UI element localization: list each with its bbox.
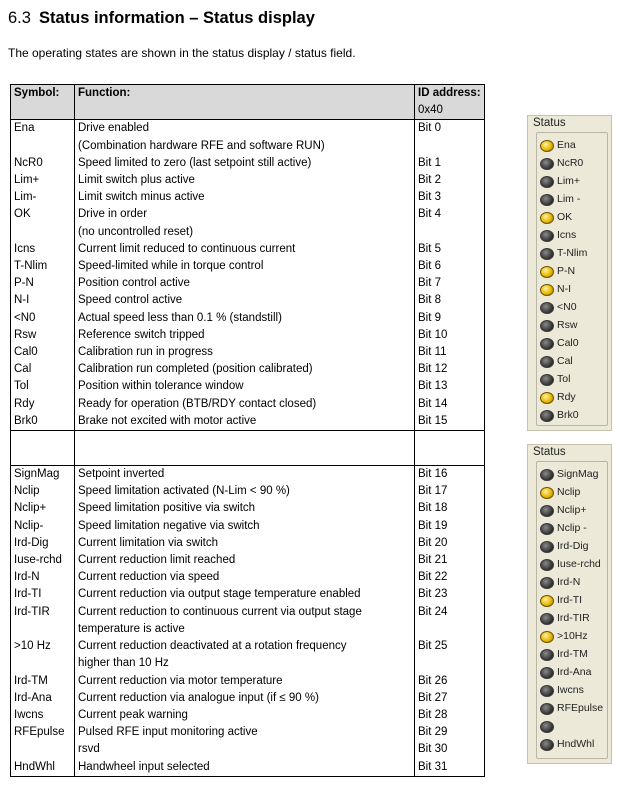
symbol-cell: Ird-Dig: [11, 535, 75, 552]
bit-cell: Bit 15: [415, 413, 485, 431]
table-row: [11, 673, 485, 690]
function-cell: [75, 361, 415, 378]
bit-cell: Bit 11: [415, 344, 485, 361]
bit-cell: Bit 27: [415, 690, 485, 707]
function-text: Current reduction to continuous current via output stage: [78, 605, 362, 618]
status-indicator-label: >10Hz: [557, 630, 588, 642]
function-cell: [75, 241, 415, 258]
bit-cell: Bit 10: [415, 327, 485, 344]
function-cell: [75, 535, 415, 552]
status-indicator-label: NcR0: [557, 157, 584, 169]
led-icon: [540, 505, 554, 517]
header-symbol: Symbol:: [11, 85, 75, 120]
status-indicator-label: Ird-Ana: [557, 666, 592, 678]
function-cell: [75, 378, 415, 395]
section-title: Status information – Status display: [38, 9, 315, 27]
bit-cell: Bit 21: [415, 552, 485, 569]
function-text: Calibration run in progress: [78, 346, 213, 359]
function-text-line2: (no uncontrolled reset): [78, 225, 194, 238]
function-text: Current reduction deactivated at a rotation frequency: [78, 640, 347, 653]
table-row: [11, 155, 485, 172]
status-indicator-label: Iwcns: [557, 684, 584, 696]
symbol-cell: [11, 741, 75, 758]
bit-cell: Bit 12: [415, 361, 485, 378]
bit-cell: Bit 31: [415, 759, 485, 777]
led-icon: [540, 374, 554, 386]
led-icon: [540, 487, 554, 499]
function-cell: [75, 569, 415, 586]
symbol-cell: Rsw: [11, 327, 75, 344]
bit-cell: Bit 22: [415, 569, 485, 586]
table-row: [11, 518, 485, 535]
function-text: Current reduction via speed: [78, 571, 220, 584]
status-indicator-label: Ird-Dig: [557, 540, 589, 552]
function-text: Current reduction via motor temperature: [78, 674, 283, 687]
led-icon: [540, 392, 554, 404]
bit-cell: Bit 23: [415, 586, 485, 603]
led-icon: [540, 469, 554, 481]
symbol-cell: HndWhl: [11, 759, 75, 777]
symbol-cell: Nclip: [11, 483, 75, 500]
table-row: [11, 378, 485, 395]
section-number: 6.3: [8, 9, 31, 27]
status-indicator-label: Nclip -: [557, 522, 587, 534]
symbol-cell: Icns: [11, 241, 75, 258]
bit-cell: Bit 0: [415, 120, 485, 155]
bit-cell: Bit 6: [415, 258, 485, 275]
function-text-line2: (Combination hardware RFE and software RUN): [78, 139, 325, 152]
function-text: Speed-limited while in torque control: [78, 260, 264, 273]
table-body-bits-16-31: [11, 466, 485, 777]
function-cell: [75, 638, 415, 672]
led-icon: [540, 721, 554, 733]
table-row: [11, 344, 485, 361]
status-panel-title: Status: [533, 117, 566, 129]
function-text: Speed limitation negative via switch: [78, 519, 260, 532]
table-row: [11, 552, 485, 569]
header-id: [415, 85, 485, 120]
table-row: [11, 172, 485, 189]
led-icon: [540, 302, 554, 314]
header-function: Function:: [75, 85, 415, 120]
symbol-cell: Nclip-: [11, 518, 75, 535]
function-text: Actual speed less than 0.1 % (standstill): [78, 311, 282, 324]
status-indicator-label: Ird-TI: [557, 594, 583, 606]
status-panel-2: [527, 444, 612, 764]
function-text: Limit switch minus active: [78, 191, 205, 204]
led-icon: [540, 739, 554, 751]
status-indicator-label: Ird-TM: [557, 648, 588, 660]
symbol-cell: <N0: [11, 310, 75, 327]
led-icon: [540, 523, 554, 535]
function-cell: [75, 604, 415, 638]
function-cell: [75, 500, 415, 517]
function-cell: [75, 172, 415, 189]
bit-cell: Bit 7: [415, 275, 485, 292]
led-icon: [540, 559, 554, 571]
bit-cell: Bit 13: [415, 378, 485, 395]
function-cell: [75, 310, 415, 327]
function-cell: [75, 120, 415, 155]
bit-cell: Bit 1: [415, 155, 485, 172]
status-indicator-label: <N0: [557, 301, 577, 313]
intro-text: The operating states are shown in the status display / status field.: [8, 46, 356, 60]
table-row: [11, 535, 485, 552]
led-icon: [540, 613, 554, 625]
bit-cell: Bit 5: [415, 241, 485, 258]
symbol-cell: OK: [11, 206, 75, 240]
function-text: Handwheel input selected: [78, 760, 210, 773]
function-text: rsvd: [78, 743, 100, 756]
table-row: [11, 690, 485, 707]
bit-cell: Bit 24: [415, 604, 485, 638]
table-row: [11, 206, 485, 240]
symbol-cell: Brk0: [11, 413, 75, 431]
function-text: Speed limited to zero (last setpoint still active): [78, 156, 312, 169]
symbol-cell: SignMag: [11, 466, 75, 484]
status-indicator-label: SignMag: [557, 468, 599, 480]
led-icon: [540, 541, 554, 553]
status-indicator-label: Ird-N: [557, 576, 581, 588]
led-icon: [540, 410, 554, 422]
function-text: Current limitation via switch: [78, 536, 218, 549]
function-text: Current reduction via output stage temperature enabled: [78, 588, 361, 601]
symbol-cell: Lim+: [11, 172, 75, 189]
table-row: [11, 569, 485, 586]
bit-cell: Bit 18: [415, 500, 485, 517]
status-indicator-label: Tol: [557, 373, 571, 385]
status-indicator-label: P-N: [557, 265, 576, 277]
led-icon: [540, 194, 554, 206]
bit-cell: Bit 28: [415, 707, 485, 724]
symbol-cell: T-Nlim: [11, 258, 75, 275]
function-text: Speed control active: [78, 294, 183, 307]
symbol-cell: Lim-: [11, 189, 75, 206]
symbol-cell: Nclip+: [11, 500, 75, 517]
status-indicator-label: Cal: [557, 355, 573, 367]
status-indicator-label: T-Nlim: [557, 247, 588, 259]
table-row: [11, 500, 485, 517]
function-cell: [75, 206, 415, 240]
function-cell: [75, 275, 415, 292]
function-text: Limit switch plus active: [78, 174, 195, 187]
function-cell: [75, 724, 415, 741]
table-row: [11, 310, 485, 327]
function-text: Setpoint inverted: [78, 468, 165, 481]
led-icon: [540, 685, 554, 697]
table-row: [11, 258, 485, 275]
table-body-bits-0-15: [11, 120, 485, 431]
led-icon: [540, 649, 554, 661]
function-cell: [75, 586, 415, 603]
function-text: Position control active: [78, 277, 190, 290]
symbol-cell: Cal: [11, 361, 75, 378]
led-icon: [540, 320, 554, 332]
symbol-cell: N-I: [11, 292, 75, 309]
table-row: [11, 120, 485, 155]
status-panel-1: [527, 115, 612, 431]
led-icon: [540, 230, 554, 242]
function-cell: [75, 466, 415, 484]
table-row: [11, 483, 485, 500]
function-cell: [75, 759, 415, 777]
status-indicator-label: Lim+: [557, 175, 581, 187]
function-cell: [75, 396, 415, 413]
function-cell: [75, 344, 415, 361]
status-indicator-label: OK: [557, 211, 573, 223]
symbol-cell: NcR0: [11, 155, 75, 172]
led-icon: [540, 338, 554, 350]
function-cell: [75, 673, 415, 690]
function-text: Current reduction limit reached: [78, 554, 236, 567]
status-indicator-label: Ird-TIR: [557, 612, 590, 624]
led-icon: [540, 577, 554, 589]
function-cell: [75, 292, 415, 309]
symbol-cell: Tol: [11, 378, 75, 395]
function-cell: [75, 552, 415, 569]
table-row: [11, 724, 485, 741]
symbol-cell: Ird-TM: [11, 673, 75, 690]
bit-cell: Bit 20: [415, 535, 485, 552]
function-text: Calibration run completed (position calibrated): [78, 363, 313, 376]
bit-cell: Bit 30: [415, 741, 485, 758]
table-row: [11, 189, 485, 206]
symbol-cell: Ird-TIR: [11, 604, 75, 638]
status-indicator-label: Nclip+: [557, 504, 587, 516]
status-indicator-label: Lim -: [557, 193, 581, 205]
led-icon: [540, 158, 554, 170]
function-text: Ready for operation (BTB/RDY contact closed): [78, 397, 317, 410]
led-icon: [540, 667, 554, 679]
led-icon: [540, 356, 554, 368]
function-text: Current limit reduced to continuous current: [78, 242, 296, 255]
status-indicator-label: Icns: [557, 229, 577, 241]
function-text: Current reduction via analogue input (if ≤ 90 %): [78, 691, 319, 704]
status-indicator-label: RFEpulse: [557, 702, 604, 714]
led-icon: [540, 703, 554, 715]
led-icon: [540, 140, 554, 152]
led-icon: [540, 595, 554, 607]
function-cell: [75, 413, 415, 431]
bit-cell: Bit 19: [415, 518, 485, 535]
symbol-cell: Ena: [11, 120, 75, 155]
function-text: Drive enabled: [78, 122, 149, 135]
symbol-cell: Iuse-rchd: [11, 552, 75, 569]
symbol-cell: Ird-N: [11, 569, 75, 586]
bit-cell: Bit 16: [415, 466, 485, 484]
table-row: [11, 361, 485, 378]
function-cell: [75, 189, 415, 206]
status-indicator-label: Nclip: [557, 486, 581, 498]
status-indicator-label: Brk0: [557, 409, 579, 421]
bit-cell: Bit 26: [415, 673, 485, 690]
table-row: [11, 275, 485, 292]
function-cell: [75, 483, 415, 500]
bit-cell: Bit 14: [415, 396, 485, 413]
status-table: [10, 84, 485, 777]
bit-cell: Bit 3: [415, 189, 485, 206]
table-row: [11, 759, 485, 777]
function-text-line2: higher than 10 Hz: [78, 657, 169, 670]
function-text: Reference switch tripped: [78, 328, 205, 341]
status-indicator-label: Ena: [557, 139, 576, 151]
symbol-cell: >10 Hz: [11, 638, 75, 672]
table-row: [11, 292, 485, 309]
bit-cell: Bit 8: [415, 292, 485, 309]
led-icon: [540, 266, 554, 278]
bit-cell: Bit 17: [415, 483, 485, 500]
bit-cell: Bit 9: [415, 310, 485, 327]
table-row: [11, 466, 485, 484]
function-cell: [75, 707, 415, 724]
function-text: Pulsed RFE input monitoring active: [78, 726, 258, 739]
status-indicator-label: HndWhl: [557, 738, 595, 750]
bit-cell: Bit 29: [415, 724, 485, 741]
function-text: Brake not excited with motor active: [78, 414, 257, 427]
led-icon: [540, 284, 554, 296]
function-text: Speed limitation activated (N-Lim < 90 %): [78, 485, 290, 498]
table-row: [11, 638, 485, 672]
symbol-cell: Ird-TI: [11, 586, 75, 603]
led-icon: [540, 176, 554, 188]
function-cell: [75, 258, 415, 275]
function-text: Drive in order: [78, 208, 148, 221]
header-id-label: ID address:: [418, 87, 481, 99]
section-heading: [8, 9, 315, 28]
function-cell: [75, 741, 415, 758]
table-row: [11, 327, 485, 344]
status-indicator-label: Rdy: [557, 391, 576, 403]
led-icon: [540, 212, 554, 224]
function-text: Current peak warning: [78, 708, 188, 721]
function-text: Position within tolerance window: [78, 380, 244, 393]
symbol-cell: RFEpulse: [11, 724, 75, 741]
table-row: [11, 741, 485, 758]
table-row: [11, 396, 485, 413]
table-row: [11, 604, 485, 638]
status-indicator-label: N-I: [557, 283, 571, 295]
status-indicator-label: Iuse-rchd: [557, 558, 601, 570]
table-header-row: [11, 85, 485, 120]
table-row: [11, 413, 485, 431]
function-cell: [75, 690, 415, 707]
table-row: [11, 707, 485, 724]
led-icon: [540, 248, 554, 260]
bit-cell: Bit 4: [415, 206, 485, 240]
table-row: [11, 586, 485, 603]
header-id-sub: 0x40: [418, 104, 443, 117]
table-gap-row: [11, 431, 485, 466]
symbol-cell: Cal0: [11, 344, 75, 361]
status-panel-title: Status: [533, 446, 566, 458]
symbol-cell: P-N: [11, 275, 75, 292]
status-indicator-label: Cal0: [557, 337, 579, 349]
symbol-cell: Iwcns: [11, 707, 75, 724]
function-cell: [75, 327, 415, 344]
led-icon: [540, 631, 554, 643]
status-indicator-label: Rsw: [557, 319, 578, 331]
function-text: Speed limitation positive via switch: [78, 502, 256, 515]
symbol-cell: Rdy: [11, 396, 75, 413]
bit-cell: Bit 2: [415, 172, 485, 189]
symbol-cell: Ird-Ana: [11, 690, 75, 707]
function-text-line2: temperature is active: [78, 622, 185, 635]
bit-cell: Bit 25: [415, 638, 485, 672]
function-cell: [75, 518, 415, 535]
table-row: [11, 241, 485, 258]
function-cell: [75, 155, 415, 172]
